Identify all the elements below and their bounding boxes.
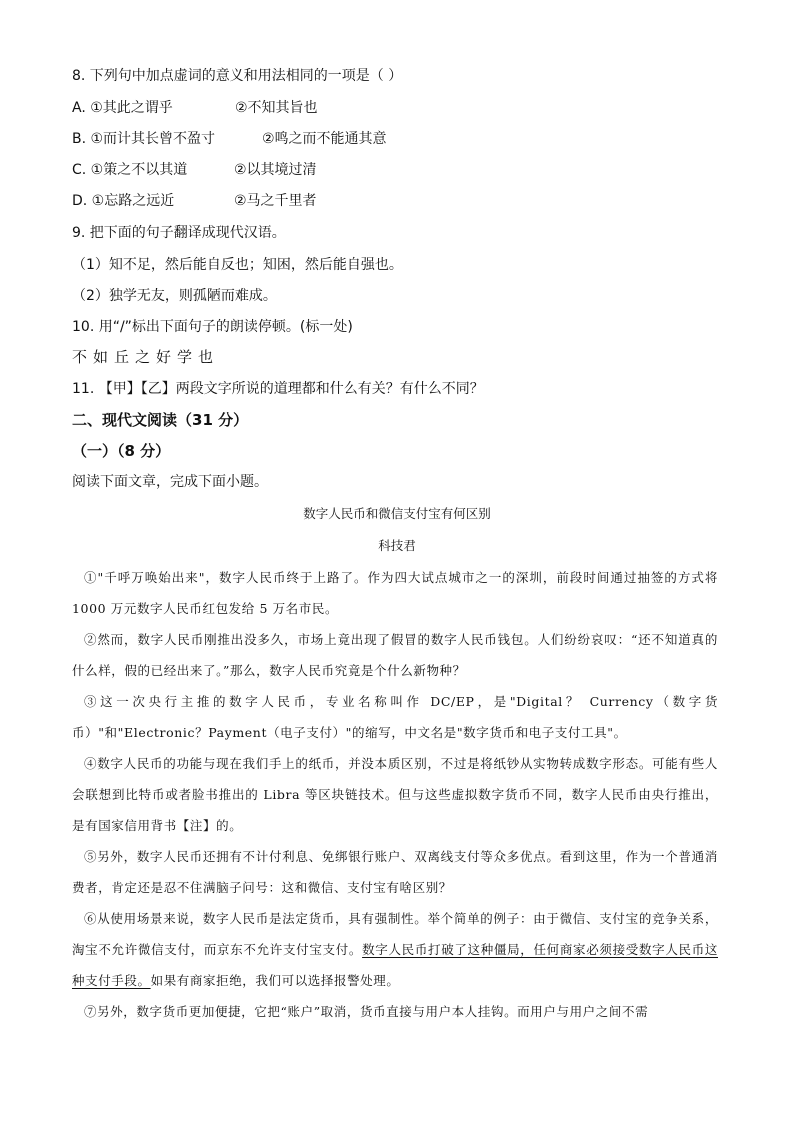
article-paragraph-1: ①"千呼万唤始出来"，数字人民币终于上路了。作为四大试点城市之一的深圳，前段时间通过抽签的方式将 1000 万元数字人民币红包发给 5 万名市民。 <box>72 570 718 616</box>
article-paragraph-6-end: 如果有商家拒绝，我们可以选择报警处理。 <box>150 973 400 988</box>
q9-item-2: （2）独学无友，则孤陋而难成。 <box>72 288 277 304</box>
q8-option-b-2: ②鸣之而不能通其意 <box>262 131 387 147</box>
reading-instruction: 阅读下面文章，完成下面小题。 <box>72 474 268 490</box>
q8-option-c <box>72 160 722 180</box>
q8-stem: 8. 下列句中加点虚词的意义和用法相同的一项是（ ） <box>72 68 403 84</box>
article-paragraph-7: ⑦另外，数字货币更加便捷，它把“账户”取消，货币直接与用户本人挂钩。而用户与用户之间不需 <box>84 1004 649 1019</box>
article-paragraph-5: ⑤另外，数字人民币还拥有不计付利息、免绑银行账户、双离线支付等众多优点。看到这里，作为一个普通消费者，肯定还是忍不住满脑子问号：这和微信、支付宝有啥区别？ <box>72 849 718 895</box>
section-heading: 二、现代文阅读（31 分） <box>72 411 249 429</box>
q9-stem: 9. 把下面的句子翻译成现代汉语。 <box>72 225 286 241</box>
q9-item-1: （1）知不足，然后能自反也；知困，然后能自强也。 <box>72 257 403 273</box>
q8-option-b-1: B. ①而计其长曾不盈寸 <box>72 131 216 147</box>
q10-stem: 10. 用“/”标出下面句子的朗读停顿。(标一处) <box>72 319 353 335</box>
article-paragraph-6-underlined: 数字人民币打破了这种僵局，任何商家必须接受数字人民币这种支付手段。 <box>72 942 718 988</box>
q8-option-b <box>72 129 722 149</box>
q8-option-a <box>72 98 722 118</box>
article-author: 科技君 <box>378 538 416 553</box>
q8-option-c-2: ②以其境过清 <box>234 162 317 178</box>
q8-option-a-2: ②不知其旨也 <box>235 100 318 116</box>
article-paragraph-4: ④数字人民币的功能与现在我们手上的纸币，并没本质区别，不过是将纸钞从实物转成数字形态。可能有些人会联想到比特币或者脸书推出的 Libra 等区块链技术。但与这些虚拟数字货币不同，数字人民币由央行推出，是有国家信用背书【注】的。 <box>72 756 718 833</box>
article-paragraph-3: ③这一次央行主推的数字人民币，专业名称叫作 DC/EP，是"Digital？ Currency（数字货币）"和"Electronic？Payment（电子支付）"的缩写，中文名是"数字货币和电子支付工具"。 <box>72 694 718 740</box>
article-paragraph-6-text: ⑥从使用场景来说，数字人民币是法定货币，具有强制性。举个简单的例子：由于微信、支付宝的竞争关系，淘宝不允许微信支付，而京东不允许支付宝支付。 <box>72 911 718 957</box>
q8-option-d-1: D. ①忘路之远近 <box>72 193 175 209</box>
q8-option-a-1: A. ①其此之谓乎 <box>72 100 173 116</box>
q11-stem: 11. 【甲】【乙】两段文字所说的道理都和什么有关？有什么不同？ <box>72 381 484 397</box>
section-subheading: （一）（8 分） <box>72 442 171 460</box>
q8-option-d-2: ②马之千里者 <box>234 193 317 209</box>
article-paragraph-6 <box>72 903 718 996</box>
q8-option-d <box>72 191 722 211</box>
article-title: 数字人民币和微信支付宝有何区别 <box>303 506 491 521</box>
article-paragraph-2: ②然而，数字人民币刚推出没多久，市场上竟出现了假冒的数字人民币钱包。人们纷纷哀叹：“还不知道真的什么样，假的已经出来了。”那么，数字人民币究竟是个什么新物种？ <box>72 632 718 678</box>
q8-option-c-1: C. ①策之不以其道 <box>72 162 188 178</box>
q10-sentence: 不如丘之好学也 <box>72 348 220 366</box>
